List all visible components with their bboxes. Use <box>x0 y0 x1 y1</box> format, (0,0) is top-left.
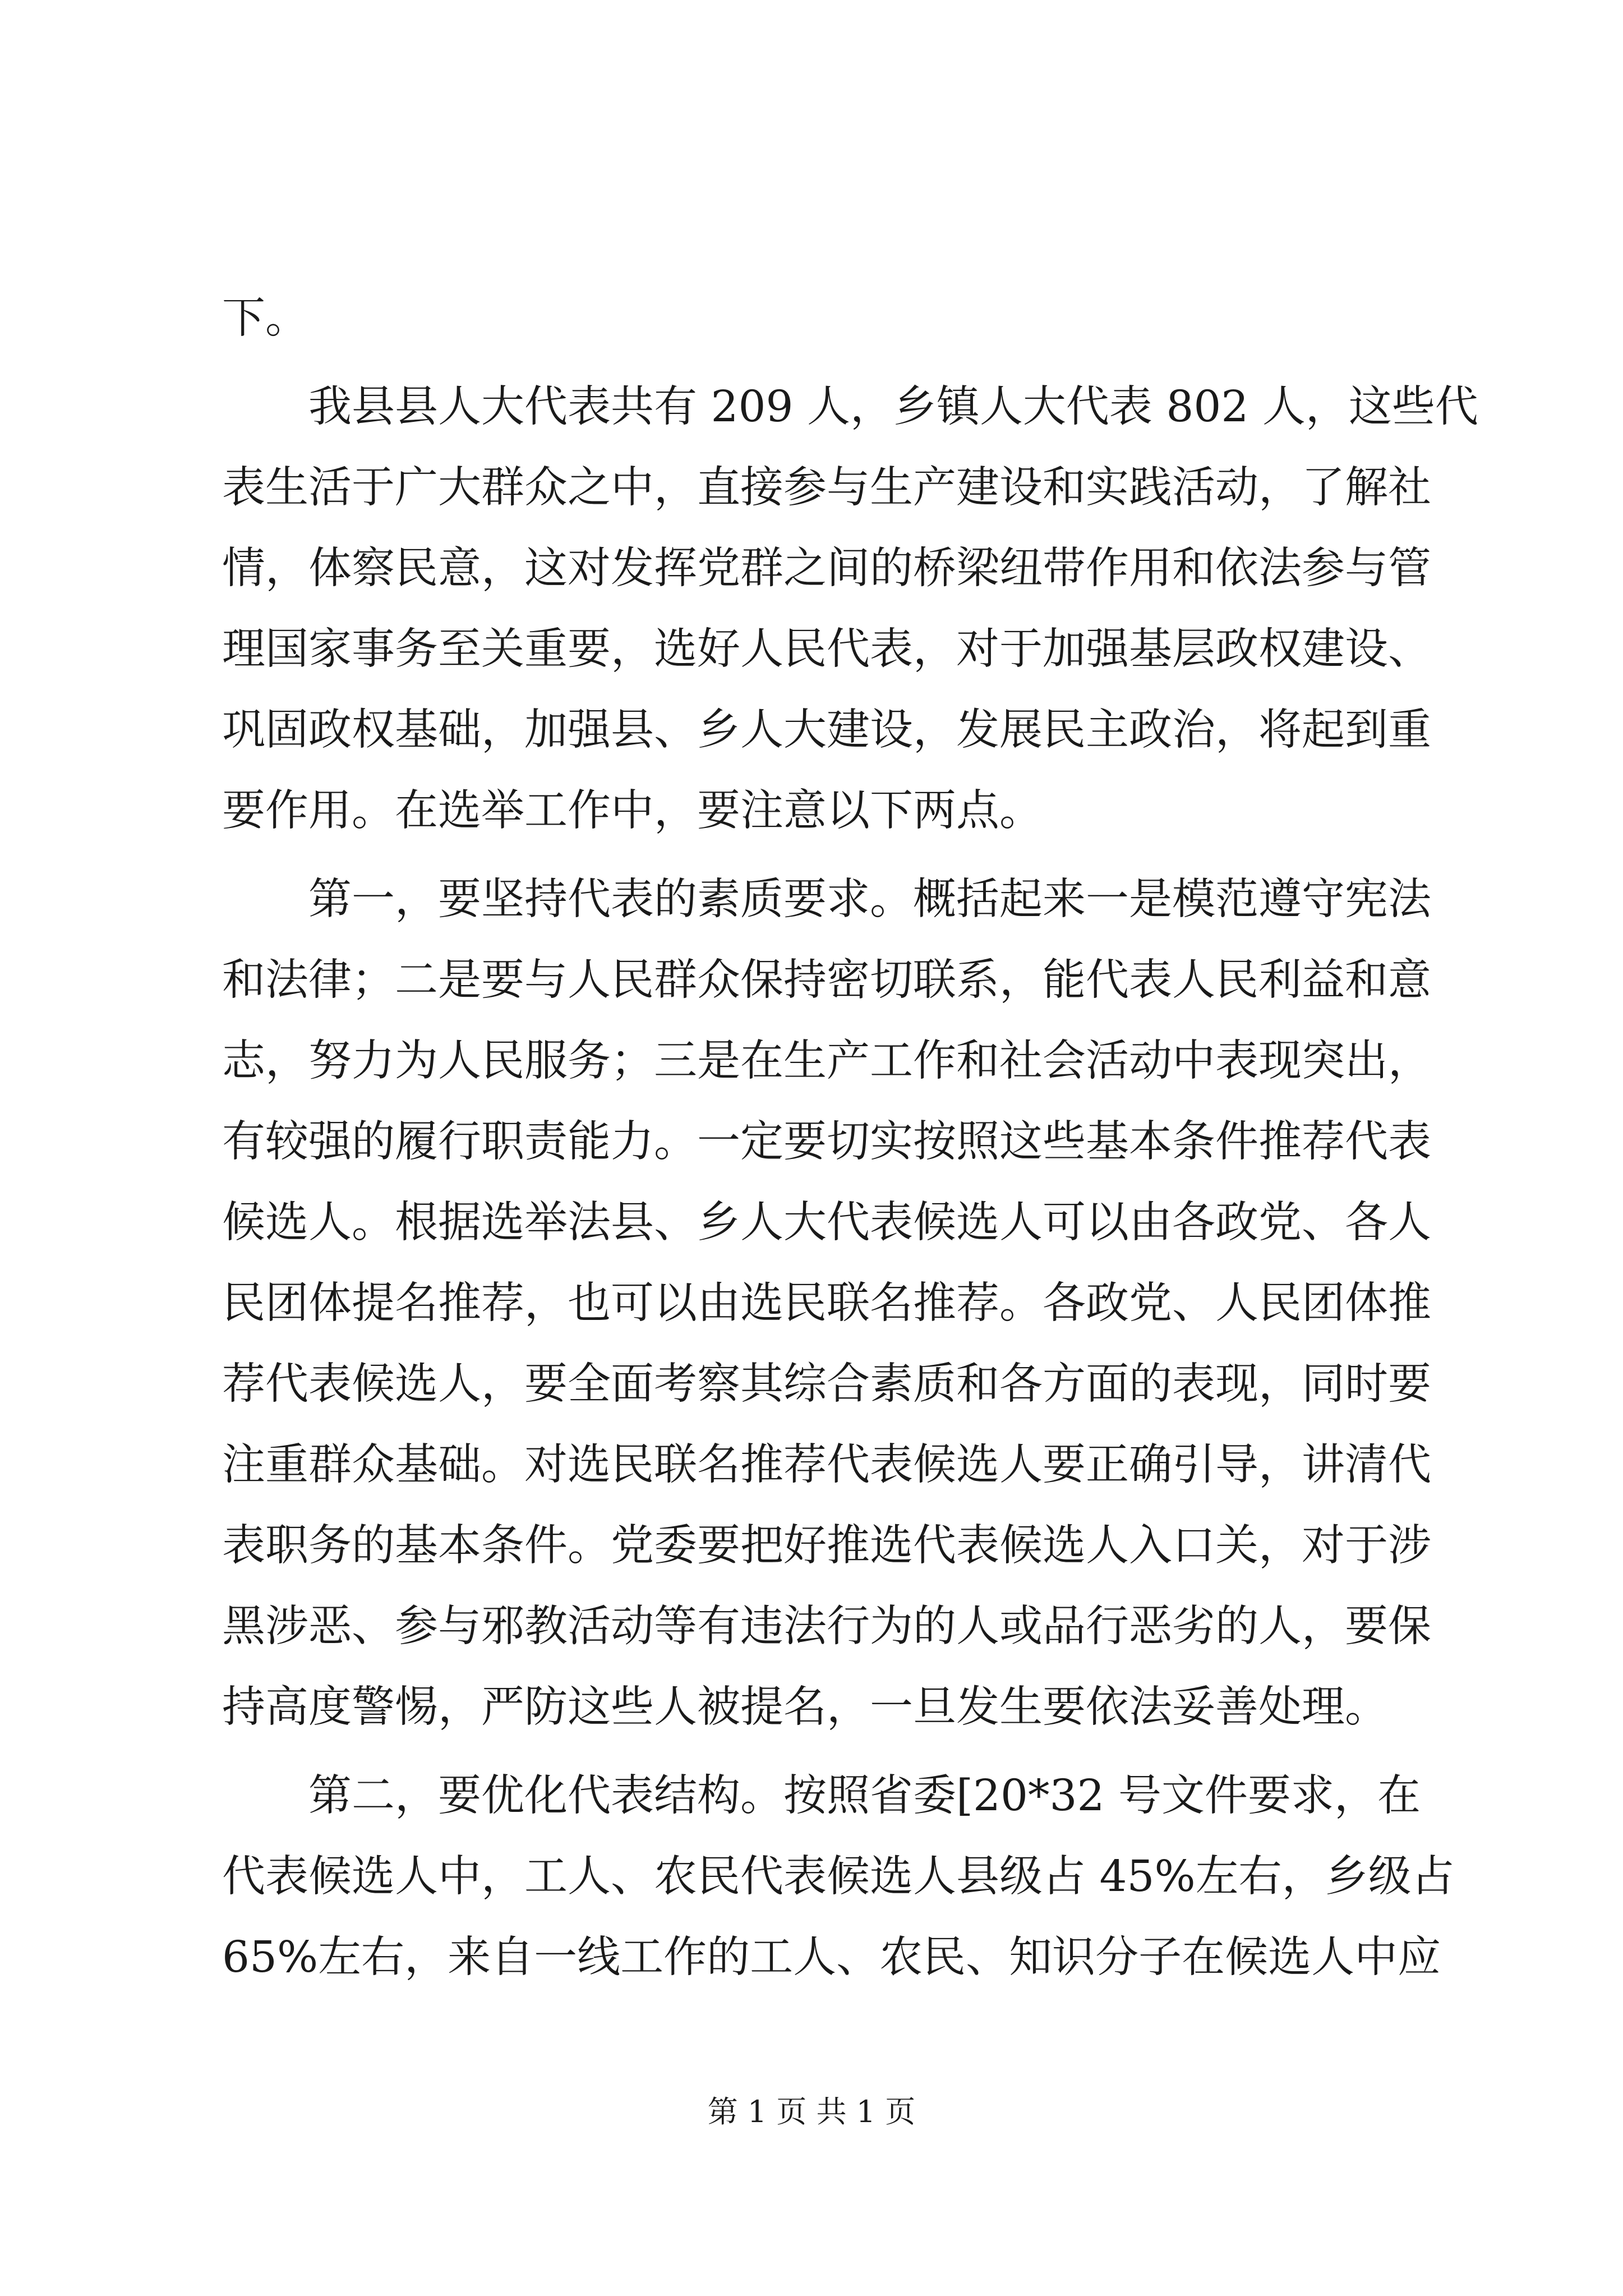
text-line: 下。 <box>222 293 308 343</box>
paragraph-first-line: 第一，要坚持代表的素质要求。概括起来一是模范遵守宪法 <box>308 875 1431 924</box>
page-number-label: 第 1 页 共 1 页 <box>707 2094 916 2129</box>
paragraph-last-line: 要作用。在选举工作中，要注意以下两点。 <box>222 786 1043 836</box>
text-line: 注重群众基础。对选民联名推荐代表候选人要正确引导，讲清代 <box>222 1440 1431 1490</box>
paragraph-first-line: 我县县人大代表共有 209 人，乡镇人大代表 802 人，这些代 <box>308 382 1478 432</box>
text-line: 黑涉恶、参与邪教活动等有违法行为的人或品行恶劣的人，要保 <box>222 1602 1431 1651</box>
text-line: 志，努力为人民服务；三是在生产工作和社会活动中表现突出， <box>222 1036 1431 1086</box>
text-line: 表生活于广大群众之中，直接参与生产建设和实践活动，了解社 <box>222 463 1431 513</box>
text-line: 有较强的履行职责能力。一定要切实按照这些基本条件推荐代表 <box>222 1117 1431 1167</box>
text-line: 和法律；二是要与人民群众保持密切联系，能代表人民利益和意 <box>222 955 1431 1005</box>
text-line: 民团体提名推荐，也可以由选民联名推荐。各政党、人民团体推 <box>222 1278 1431 1328</box>
text-line: 荐代表候选人，要全面考察其综合素质和各方面的表现，同时要 <box>222 1359 1431 1409</box>
text-line: 表职务的基本条件。党委要把好推选代表候选人入口关，对于涉 <box>222 1521 1431 1571</box>
text-line: 情，体察民意，这对发挥党群之间的桥梁纽带作用和依法参与管 <box>222 544 1431 593</box>
text-line: 65%左右，来自一线工作的工人、农民、知识分子在候选人中应 <box>222 1932 1441 1982</box>
text-line: 理国家事务至关重要，选好人民代表，对于加强基层政权建设、 <box>222 624 1431 674</box>
document-body <box>222 278 1478 1998</box>
text-line: 代表候选人中，工人、农民代表候选人县级占 45%左右，乡级占 <box>222 1852 1455 1902</box>
text-line: 巩固政权基础，加强县、乡人大建设，发展民主政治，将起到重 <box>222 705 1431 755</box>
text-line: 候选人。根据选举法县、乡人大代表候选人可以由各政党、各人 <box>222 1198 1431 1248</box>
page-footer <box>0 2088 1623 2131</box>
paragraph-last-line: 持高度警惕，严防这些人被提名，一旦发生要依法妥善处理。 <box>222 1682 1388 1732</box>
paragraph-first-line: 第二，要优化代表结构。按照省委[20*32 号文件要求，在 <box>308 1771 1421 1821</box>
